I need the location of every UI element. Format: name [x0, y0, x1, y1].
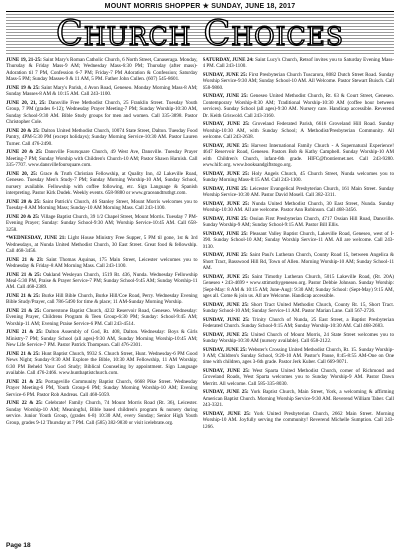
listing-entry: JUNE 20, 21, 25: Dansville Free Methodist Church, 25 Franklin Street. Tuesday Youth Group, 7 PM (grades 6-12); Wednesday Prayer Meeting-7 PM; Sunday Worship-10:30 AM, Sunday School-9:30 AM. Bible Study groups for men and women. Call 335-3898. Pastor Christopher Cole.: [6, 99, 198, 126]
listing-entry: SUNDAY, JUNE 25: Short Tract United Methodist Church, County Rt. 15, Short Tract. Sunday School-10 AM; Sunday Service-11 AM. Pastor Marian Lane. Call 567-2726.: [202, 301, 394, 314]
listing-entry: JUNE 20 & 25: Saint Patrick's Church, 46 Stanley Street, Mount Morris welcomes you to Tuesday-8 AM Morning Mass; Sunday-10 AM Morning Mass. Call 243-1100.: [6, 198, 198, 212]
listing-entry: JUNE 22 & 25: Celebrate! Family Church, 74 Mount Morris Road (Rt. 36), Leicester. Sunday Worship-10 AM; Meaningful, Bible based children's program & nursery during service. Junior Youth Group, (grades 6-8) 10:30 AM, every Sunday; Senior High Youth Group, grades 9-12 Thursday at 7 PM. Call (585) 382-9830 or visit icelebrate.org.: [6, 400, 198, 426]
listing-entry: JUNE 21 & 25: Cornerstone Baptist Church, 4232 Reservoir Road, Geneseo. Wednesday: Evening Prayer, Childrens Program & Teen Group-6:30 PM; Sunday: School-9:45 AM; Worship-11 AM; Evening Praise Service-6 PM. Call 243-4514.: [6, 307, 198, 327]
listing-entry: SUNDAY, JUNE 25: Pleasant Valley Baptist Church, Lakeville Road, Geneseo, west of I-390. Sunday School-10 AM; Sunday Worship Service-11 AM. All are welcome. Call 243-0130.: [202, 230, 394, 250]
listing-entry: SUNDAY, JUNE 25: United Church of Mount Morris, 24 State Street welcomes you to Sunday Worship-10:30 AM (nursery available). Call 658-2122.: [202, 331, 394, 344]
listing-entry: JUNE 21 & 25: Dalton Assembly of God, Rt. 408, Dalton. Wednesday: Boys & Girls Ministry-7 PM; Sunday School (all ages)-9:30 AM, Sunday Morning Worship-10:45 AM; New Life Service-7 PM. Pastor Patrick Thompson. Call 476-2301.: [6, 329, 198, 349]
listings: [6, 57, 394, 537]
banner-title: Church Choices: [56, 14, 344, 54]
page-number: Page 18: [6, 542, 31, 549]
masthead-rule: [6, 11, 394, 12]
listing-entry: JUNE 20 & 25: Dansville Foursquare Church, 49 West Ave, Dansville. Tuesday Prayer Meeting-7 PM; Sunday Worship with Children's Church-10 AM; Pastor Shawn Harnish. Call 335-7707. www.dansvillefoursquare.com.: [6, 149, 198, 169]
listing-entry: JUNE 21 & 25: Burke Hill Bible Church, Burke Hill/Coe Road, Perry. Wednesday Evening Bible Study/Prayer, call 786-5490 for time & place; 11 AM-Sunday Morning Worship.: [6, 292, 198, 306]
listing-entry: SUNDAY, JUNE 25: Webster's Crossing United Methodist Church, Rt. 15. Sunday Worship-9 AM; Children's Sunday School, 9:20-10 AM. Pastor's Pause, 8:45-8:55 AM-One on One time with children, ages 3-6th grade. Pastor Jerk Kuber. Call 669-9071.: [202, 346, 394, 366]
listing-entry: SUNDAY, JUNE 25: Saint Timothy Lutheran Church, 5015 Lakeville Road, (Rt. 20A) Geneseo • 243-4699 • www.sttimothygeneseo.org. Pastor Debbie Johnson. Sunday Worship: (Sept-May: 8 AM & 10:15 AM; June-Aug): 9:30 AM; Sunday School: (Sept-May) 9:15 AM, ages all. Come & join us. All are Welcome. Handicap accessible.: [202, 273, 394, 299]
masthead: MOUNT MORRIS SHOPPER ★ SUNDAY, JUNE 18, 2017: [104, 3, 296, 10]
listing-entry: SUNDAY, JUNE 25: York Baptist Church, Main Street, York, a welcoming & affirming American Baptist Church. Morning Worship Service-9:30 AM. Reverend William Taber. Call 243-3321.: [202, 389, 394, 409]
listing-entry: SUNDAY, JUNE 25: Holy Angels Church, 45 Church Street, Nunda welcomes you to Sunday Morning Mass-8:15 AM. Call 243-1100.: [202, 170, 394, 184]
listing-entry: SUNDAY, JUNE 25: Saint Paul's Lutheran Church, County Road 15, between Angelica & Short Tract, Basswood Hill Rd, Town of Allen. Morning Worship-10 AM; Sunday School-11 AM.: [202, 252, 394, 272]
listing-entry: JUNE 21 & 25: Portageville Community Baptist Church, 6668 Pike Street. Wednesday Prayer Meeting-6 PM, Youth Group-6 PM; Sunday Morning Worship-10 AM; Evening Service-6 PM. Pastor Rob Andreas. Call 468-5059.: [6, 378, 198, 398]
listing-entry: SUNDAY, JUNE 25: Trinity Church of Nunda, 25 East Street, a Baptist Presbyterian Federated Church. Sunday School-9:15 AM; Sunday Worship-10:30 AM. Call 468-2683.: [202, 316, 394, 329]
right-column: [203, 57, 395, 537]
listing-entry: SATURDAY, JUNE 24: Saint Lucy's Church, Retsof invites you to Saturday Evening Mass-4 PM. Call 243-1100.: [202, 57, 394, 70]
listing-entry: JUNE 21 & 25: Oakland Wesleyan Church, 1519 Rt. 436, Nunda. Wednesday Fellowship Meal-5:30 PM, Praise & Prayer Service-7 PM; Sunday School-9:45 AM; Sunday Worship-11 AM. Call 468-2389.: [6, 271, 198, 291]
listing-entry: JUNE 20, 25: Grace & Truth Christian Fellowship, at Quality Inn, 42 Lakeville Road, Geneseo. Tuesday Men's Study-7 PM; Sunday Morning Worship-10 AM, Sunday School, nursery available. Fellowship with coffee following, etc. Sign Language & Spanish interpreting. Pastor Kirk Dudek. Weekly events. 658-9880 or www.graceandtruthgt.com.: [6, 170, 198, 197]
listing-entry: SUNDAY, JUNE 25: Groveland Federated Parish, 6616 Groveland Hill Road. Sunday Worship-10:30 AM, with Sunday School; A Methodist/Presbyterian Community. All welcome. Call 243-2638.: [202, 121, 394, 141]
listing-entry: JUNE 19 & 25: Saint Mary's Parish, 4 Avon Road, Geneseo. Monday Morning Mass-8 AM; Sunday Masses-8 AM & 10:15 AM. Call 243-1100.: [6, 84, 198, 98]
listing-entry: SUNDAY, JUNE 25: York United Presbyterian Church, 2662 Main Street. Morning Worship-10 AM. Joyfully serving the community! Reverend Michelle Sumption. Call 243-1266.: [202, 410, 394, 430]
listing-entry: SUNDAY, JUNE 25: Harvest International Family Church - A Supernatural Experience! 4647 Reservoir Road, Geneseo. Pastors Bob & Kathy Campbell. Sunday Worship-10 AM with Children's Church, infant-6th grade. HIFC@frontiernet.net. Call 243-9280. www.hifc.org. www.booksandgiftstogo.org.: [202, 142, 394, 169]
listing-entry: SUNDAY, JUNE 25: Nunda United Methodist Church, 30 East Street, Nunda. Sunday Worship-10:30 AM. All are welcome. Pastor Ann Robinson. Call 468-3456.: [202, 200, 394, 214]
listing-entry: *WEDNESDAY, JUNE 21: Light House Ministry Free Supper, 5 PM til gone, 1st & 3rd Wednesdays, at Nunda United Methodist Church, 30 East Street. Great food & fellowship. Call 468-3456.: [6, 235, 198, 254]
listing-entry: JUNE 21 & 23: Saint Thomas Aquinas, 175 Main Street, Leicester welcomes you to Wednesday & Friday-8 AM Morning Mass. Call 243-1100.: [6, 256, 198, 269]
listing-entry: JUNE 20 & 25: Village Baptist Church, 39 1/2 Chapel Street, Mount Morris. Tuesday 7 PM-Evening Prayer; Sunday: Sunday School-9:30 AM; Worship Service-10:45 AM. Call 658-3258.: [6, 213, 198, 233]
listing-entry: JUNE 21 & 25: Hunt Baptist Church, 9932 S. Church Street, Hunt. Wednesday-6 PM Good News Night; Sunday-9:30 AM Explore the Bible, 10:30 AM Fellowship, 11 AM Worship; 6:30 PM Beheld Your God Study; Biblical Counseling by appointment. Sign Language available. Call 476-2466. www.huntbaptistchurch.com.: [6, 350, 198, 377]
listing-entry: JUNE 19, 21-25: Saint Mary's Roman Catholic Church, 6 North Street, Canaseraga. Monday, Thursday & Friday Mass-9 AM; Wednesday Mass-6:30 PM; Thursday (after mass)-Adoration til 7 PM, Confession 6-7 PM; Friday-7 PM Adoration & Confession; Saturday Mass-5 PM; Sunday Masses-9 & 11 AM, 5 PM. Father John Cullen. (607) 545-8601.: [6, 57, 198, 83]
section-banner: [6, 14, 394, 54]
listing-entry: SUNDAY, JUNE 25: Leicester Evangelical Presbyterian Church, 161 Main Street. Sunday Worship Service-10:30 AM. Pastor David Mosell. Call 382-3311.: [202, 185, 394, 199]
listing-entry: SUNDAY, JUNE 25: First Presbyterian Church Tuscarora, 8082 Dutch Street Road. Sunday Worship Service-9:30 AM; Sunday School-10 AM. All Welcome. Pastor Stewart Buisch. Call 658-9860.: [202, 72, 394, 91]
listing-entry: SUNDAY, JUNE 25: Geneseo United Methodist Church, Rt. 63 & Court Street, Geneseo. Contemporary Worship-8:30 AM; Traditional Worship-10:30 AM (coffee hour between services). Sunday School (all ages)-9:30 AM. Nursery care. Handicap accessible. Reverend Dr. Keith Griswold. Call 243-3160.: [202, 93, 394, 119]
listing-entry: SUNDAY, JUNE 25: West Sparta United Methodist Church, corner of Richmond and Groveland Roads, West Sparta welcomes you to Sunday Worship-9 AM. Pastor Dawn Merritt. All welcome. Call 585-335-8030.: [202, 367, 394, 387]
listing-entry: SUNDAY, JUNE 25: Ossian First Presbyterian Church, 4717 Ossian Hill Road, Dansville. Sunday Worship-9 AM; Sunday School-9:15 AM. Pastor Bill Ellis.: [202, 215, 394, 229]
listing-entry: JUNE 20 & 25: Dalton United Methodist Church, 10074 State Street, Dalton. Tuesday Food Pantry, 4PM-5:30 PM (except holidays); Sunday Morning Service-10:30 AM. Pastor Lauren Turner. Call 476-2490.: [6, 127, 198, 147]
left-column: [6, 57, 198, 537]
